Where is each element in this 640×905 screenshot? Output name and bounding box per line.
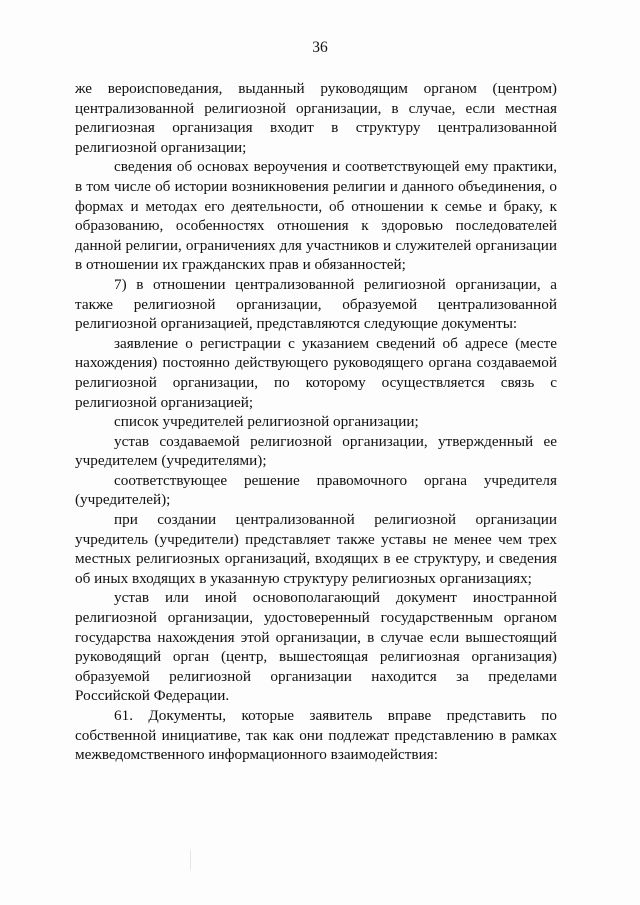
paragraph-6: устав создаваемой религиозной организации, утвержденный ее учредителем (учредителями);	[75, 432, 557, 470]
paragraph-5: список учредителей религиозной организации;	[114, 413, 419, 431]
paragraph-9: устав или иной основополагающий документ иностранной религиозной организации, удостоверенный государственным органом государства нахождения этой организации, в случае если вышестоящий руководящий орган (центр, вышестоящая религиозная организация) образуемой религиозной организации находится за пределами Российской Федерации.	[75, 589, 557, 705]
scan-artifact	[190, 850, 191, 870]
paragraph-2: сведения об основах вероучения и соответствующей ему практики, в том числе об истории возникновения религии и данного объединения, о формах и методах его деятельности, об отношении к семье и браку, к образованию, особенностях отношения к здоровью последователей данной религии, ограничениях для участников и служителей организации в отношении их гражданских прав и обязанностей;	[75, 158, 557, 274]
page-number: 36	[312, 39, 328, 56]
paragraph-7: соответствующее решение правомочного органа учредителя (учредителей);	[75, 471, 557, 509]
body-text	[75, 79, 557, 765]
paragraph-10: 61. Документы, которые заявитель вправе представить по собственной инициативе, так как они подлежат представлению в рамках межведомственного информационного взаимодействия:	[75, 707, 557, 764]
paragraph-8: при создании централизованной религиозной организации учредитель (учредители) представляет также уставы не менее чем трех местных религиозных организаций, входящих в ее структуру, и сведения об иных входящих в указанную структуру религиозных организациях;	[75, 511, 557, 587]
paragraph-3: 7) в отношении централизованной религиозной организации, а также религиозной организации, образуемой централизованной религиозной организацией, представляются следующие документы:	[75, 275, 557, 333]
paragraph-1: же вероисповедания, выданный руководящим органом (центром) централизованной религиозной организации, в случае, если местная религиозная организация входит в структуру централизованной религиозной организации;	[75, 80, 557, 156]
paragraph-4: заявление о регистрации с указанием сведений об адресе (месте нахождения) постоянно действующего руководящего органа создаваемой религиозной организации, по которому осуществляется связь с религиозной организацией;	[75, 334, 557, 411]
